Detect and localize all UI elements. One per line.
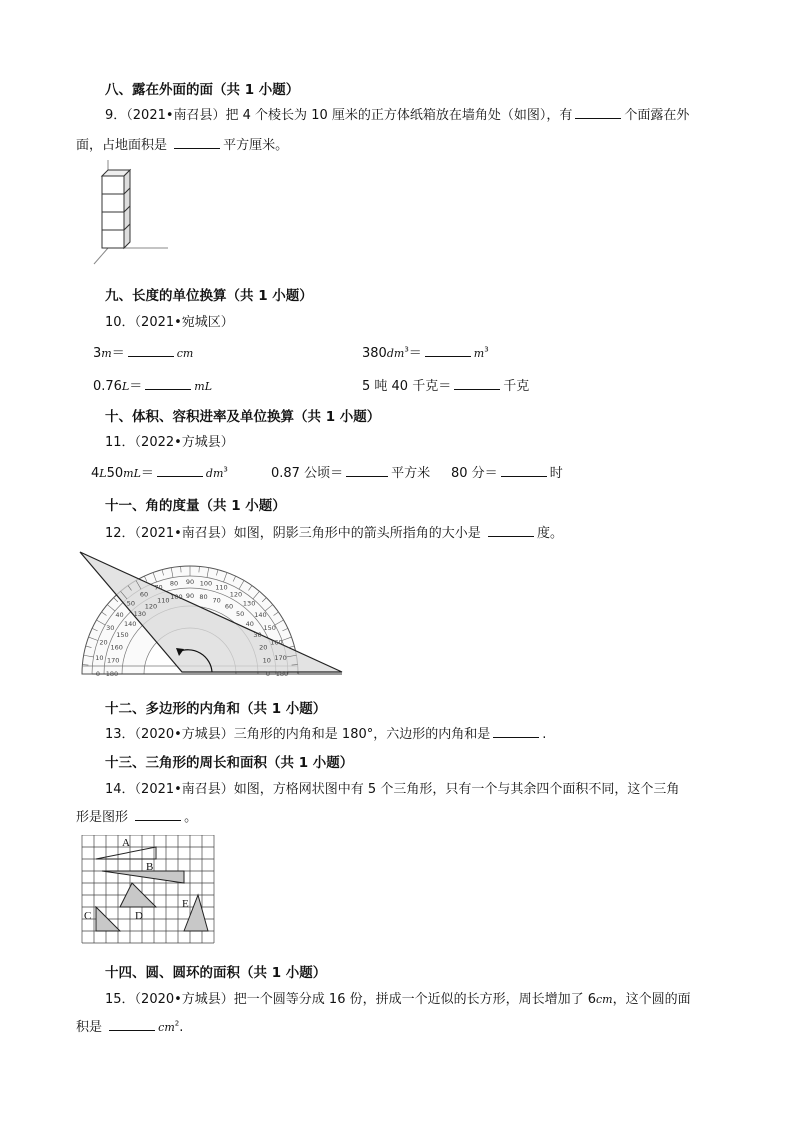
label-a: A <box>122 837 130 849</box>
q9-stem-tail: 个面露在外 <box>624 108 690 123</box>
protractor-outer-label: 170 <box>274 654 287 663</box>
protractor-inner-label: 130 <box>133 610 147 619</box>
protractor-inner-label: 50 <box>235 610 245 619</box>
section-8-title: 八、露在外面的面（共 1 小题） <box>105 82 300 98</box>
protractor-inner-label: 40 <box>245 619 254 628</box>
q10-item-d: 5 吨 40 千克＝ 千克 <box>362 379 530 394</box>
section-10-title: 十、体积、容积进率及单位换算（共 1 小题） <box>105 409 381 425</box>
q9-stem: 9．（2021•南召县）把 4 个棱长为 10 厘米的正方体纸箱放在墙角处（如图），有 <box>105 108 573 123</box>
protractor-outer-label: 80 <box>169 579 179 588</box>
q15-line-1: 15．（2020•方城县）把一个圆等分成 16 份，拼成一个近似的长方形，周长增加了 6cm，这个圆的面 <box>105 992 691 1007</box>
protractor-inner-label: 0 <box>265 670 271 678</box>
protractor-outer-label: 140 <box>254 610 267 619</box>
q11-item-a: $4L50mL= dm^3$ <box>91 465 228 481</box>
q11-blank-c[interactable] <box>501 464 547 477</box>
protractor-inner-label: 160 <box>110 643 123 652</box>
q14-line-2: 形是图形 。 <box>76 810 198 825</box>
q11-item-c: 80 分＝ 时 <box>451 466 563 481</box>
protractor-inner-label: 10 <box>262 656 271 665</box>
q14-blank[interactable] <box>135 808 181 821</box>
protractor-inner-label: 120 <box>144 602 158 611</box>
protractor-outer-label: 150 <box>263 624 276 632</box>
triangle-b <box>102 871 184 883</box>
protractor-outer-label: 120 <box>229 590 243 599</box>
protractor-inner-label: 90 <box>185 592 195 600</box>
section-9-title: 九、长度的单位换算（共 1 小题） <box>105 288 313 304</box>
q15-line-2: 积是 $cm^2$. <box>76 1019 184 1035</box>
q14-line-1: 14．（2021•南召县）如图，方格网状图中有 5 个三角形，只有一个与其余四个面积不同，这个三角 <box>105 782 680 797</box>
q10-stem: 10．（2021•宛城区） <box>105 315 234 330</box>
cube-stack-figure <box>88 158 178 270</box>
protractor-outer-label: 50 <box>126 599 136 608</box>
protractor-outer-label: 90 <box>185 578 195 586</box>
question-9-line-2 <box>76 134 288 153</box>
protractor-outer-label: 30 <box>106 624 115 632</box>
section-11-title: 十一、角的度量（共 1 小题） <box>105 498 286 514</box>
q11-blank-a[interactable] <box>157 464 203 477</box>
protractor-inner-label: 80 <box>199 593 208 602</box>
protractor-figure <box>78 548 344 680</box>
triangle-grid-figure <box>80 835 224 947</box>
q10-item-c: 0.76L＝ mL <box>93 379 213 394</box>
protractor-inner-label: 60 <box>224 602 234 611</box>
section-12-title: 十二、多边形的内角和（共 1 小题） <box>105 701 327 717</box>
protractor-inner-label: 20 <box>259 643 268 652</box>
label-d: D <box>135 910 143 922</box>
protractor-outer-label: 180 <box>275 670 289 678</box>
q11-stem: 11．（2022•方城县） <box>105 435 234 450</box>
protractor-inner-label: 110 <box>157 596 170 605</box>
protractor-outer-label: 0 <box>95 670 101 678</box>
protractor-inner-label: 180 <box>105 670 119 678</box>
q11-item-b: 0.87 公顷＝ 平方米 <box>271 466 431 481</box>
section-13-title: 十三、三角形的周长和面积（共 1 小题） <box>105 755 354 771</box>
protractor-outer-label: 100 <box>199 579 213 588</box>
protractor-inner-label: 30 <box>253 631 262 639</box>
protractor-outer-label: 70 <box>154 583 163 592</box>
protractor-inner-label: 150 <box>116 631 129 639</box>
question-9-line-1 <box>105 104 689 123</box>
protractor-inner-label: 100 <box>170 593 183 602</box>
q11-blank-b[interactable] <box>346 464 388 477</box>
q10-item-b: $380dm^3= m^3$ <box>362 345 489 361</box>
protractor-outer-label: 20 <box>99 638 108 647</box>
protractor-outer-label: 40 <box>115 610 124 619</box>
q9-line2-tail: 平方厘米。 <box>223 138 289 153</box>
section-14-title: 十四、圆、圆环的面积（共 1 小题） <box>105 965 327 981</box>
q10-blank-a[interactable] <box>128 344 174 357</box>
label-c: C <box>84 910 92 922</box>
question-13: 13．（2020•方城县）三角形的内角和是 180°，六边形的内角和是 . <box>105 727 547 742</box>
protractor-inner-label: 170 <box>106 656 120 665</box>
q9-line2-text: 面，占地面积是 <box>76 138 168 153</box>
protractor-outer-label: 60 <box>139 590 149 599</box>
protractor-outer-label: 110 <box>215 583 228 592</box>
protractor-outer-label: 10 <box>95 654 104 663</box>
q15-blank[interactable] <box>109 1018 155 1031</box>
q10-blank-b[interactable] <box>425 344 471 357</box>
label-e: E <box>182 898 189 910</box>
label-b: B <box>146 861 154 873</box>
q12-blank[interactable] <box>488 524 534 537</box>
question-12: 12．（2021•南召县）如图，阴影三角形中的箭头所指角的大小是 度。 <box>105 526 563 541</box>
protractor-outer-label: 160 <box>270 638 283 647</box>
protractor-inner-label: 70 <box>212 596 221 605</box>
protractor-inner-label: 140 <box>124 619 137 628</box>
q9-blank-2[interactable] <box>174 136 220 149</box>
q10-blank-d[interactable] <box>454 377 500 390</box>
q10-blank-c[interactable] <box>145 377 191 390</box>
q10-item-a: 3m＝ cm <box>93 346 194 361</box>
q13-blank[interactable] <box>493 725 539 738</box>
q9-blank-1[interactable] <box>575 106 621 119</box>
protractor-outer-label: 130 <box>242 599 256 608</box>
